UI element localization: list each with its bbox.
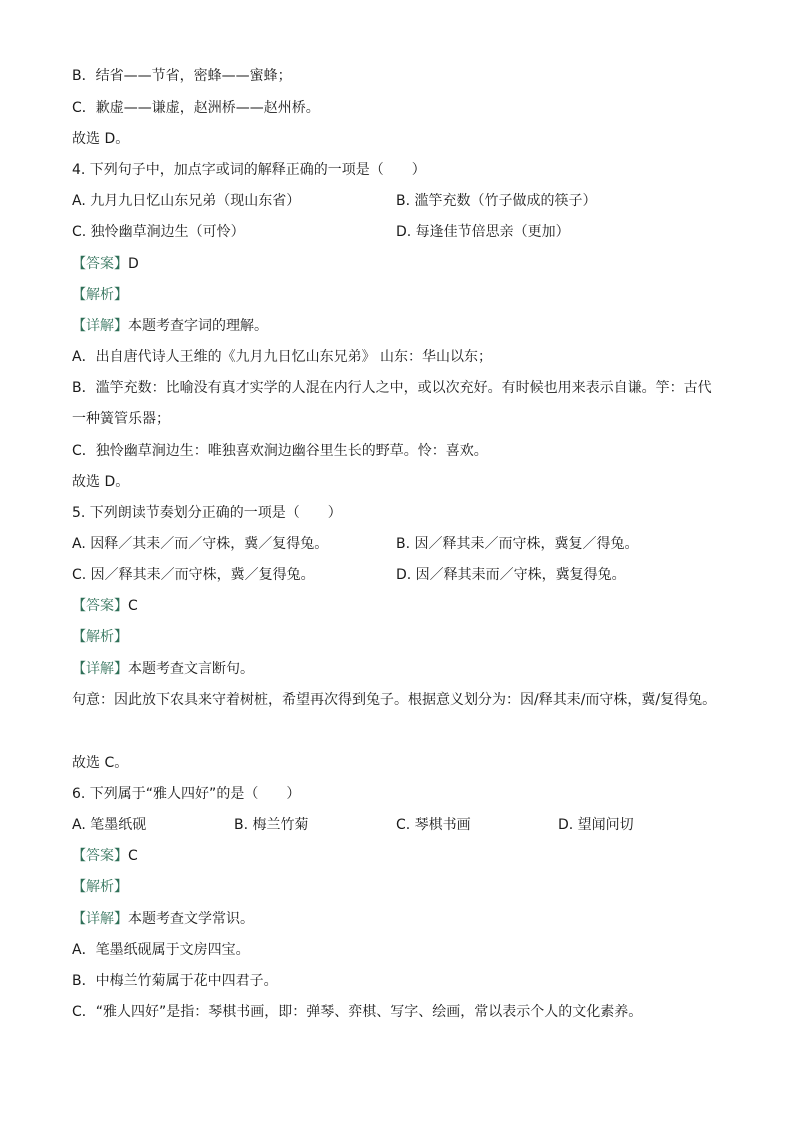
- q6-answer: [72, 847, 138, 865]
- q6-line-a: A．笔墨纸砚属于文房四宝。: [72, 942, 250, 958]
- q4-option-a: A. 九月九日忆山东兄弟（现山东省）: [72, 193, 301, 209]
- answer-value: C: [128, 598, 138, 614]
- q6-detail: [72, 910, 254, 928]
- q6-option-d: D. 望闻问切: [558, 817, 634, 833]
- q4-option-b: B. 滥竽充数（竹子做成的筷子）: [396, 193, 597, 209]
- analysis-tag: 【解析】: [72, 879, 128, 895]
- q5-detail: [72, 660, 254, 678]
- answer-tag: 【答案】: [72, 598, 128, 614]
- detail-tag: 【详解】: [72, 661, 128, 677]
- q4-option-d: D. 每逢佳节倍思亲（更加）: [396, 224, 570, 240]
- answer-value: C: [128, 848, 138, 864]
- q6-option-a: A. 笔墨纸砚: [72, 817, 147, 833]
- analysis-tag: 【解析】: [72, 287, 128, 303]
- q5-option-a: A. 因释／其耒／而／守株，冀／复得兔。: [72, 536, 329, 552]
- q6-stem: 6. 下列属于“雅人四好”的是（ ）: [72, 786, 301, 802]
- q5-analysis: [72, 628, 128, 646]
- q5-meaning: 句意：因此放下农具来守着树桩，希望再次得到兔子。根据意义划分为：因/释其耒/而守株，冀/复得兔。: [72, 692, 717, 708]
- q6-analysis: [72, 878, 128, 896]
- q4-option-c: C. 独怜幽草涧边生（可怜）: [72, 224, 245, 240]
- analysis-tag: 【解析】: [72, 629, 128, 645]
- q6-line-c: C．“雅人四好”是指：琴棋书画，即：弹琴、弈棋、写字、绘画，常以表示个人的文化素养。: [72, 1004, 643, 1020]
- q5-option-b: B. 因／释其耒／而守株，冀复／得兔。: [396, 536, 639, 552]
- q3-choose: 故选 D。: [72, 131, 130, 147]
- detail-tag: 【详解】: [72, 911, 128, 927]
- detail-text: 本题考查字词的理解。: [128, 318, 268, 334]
- answer-tag: 【答案】: [72, 848, 128, 864]
- q6-option-b: B. 梅兰竹菊: [234, 817, 309, 833]
- q5-stem: 5. 下列朗读节奏划分正确的一项是（ ）: [72, 505, 342, 521]
- q6-line-b: B．中梅兰竹菊属于花中四君子。: [72, 973, 278, 989]
- q5-option-d: D. 因／释其耒而／守株，冀复得兔。: [396, 567, 626, 583]
- q5-option-c: C. 因／释其耒／而守株，冀／复得兔。: [72, 567, 315, 583]
- q4-analysis: [72, 286, 128, 304]
- q3-line-b: B．结省——节省，密蜂——蜜蜂；: [72, 68, 292, 84]
- q4-line-a: A．出自唐代诗人王维的《九月九日忆山东兄弟》 山东：华山以东；: [72, 349, 493, 365]
- answer-value: D: [128, 256, 139, 272]
- q5-choose: 故选 C。: [72, 755, 129, 771]
- detail-tag: 【详解】: [72, 318, 128, 334]
- q6-option-c: C. 琴棋书画: [396, 817, 471, 833]
- q3-line-c: C．歉虚——谦虚，赵洲桥——赵州桥。: [72, 100, 320, 116]
- q5-answer: [72, 597, 138, 615]
- q4-line-b: B．滥竽充数：比喻没有真才实学的人混在内行人之中，或以次充好。有时候也用来表示自谦。竽：古代一种簧管乐器；: [72, 380, 712, 427]
- detail-text: 本题考查文言断句。: [128, 661, 254, 677]
- q4-choose: 故选 D。: [72, 474, 130, 490]
- q4-detail: [72, 317, 268, 335]
- q4-stem: 4. 下列句子中，加点字或词的解释正确的一项是（ ）: [72, 162, 426, 178]
- detail-text: 本题考查文学常识。: [128, 911, 254, 927]
- q4-answer: [72, 255, 139, 273]
- q4-line-c: C．独怜幽草涧边生：唯独喜欢涧边幽谷里生长的野草。怜：喜欢。: [72, 443, 488, 459]
- answer-tag: 【答案】: [72, 256, 128, 272]
